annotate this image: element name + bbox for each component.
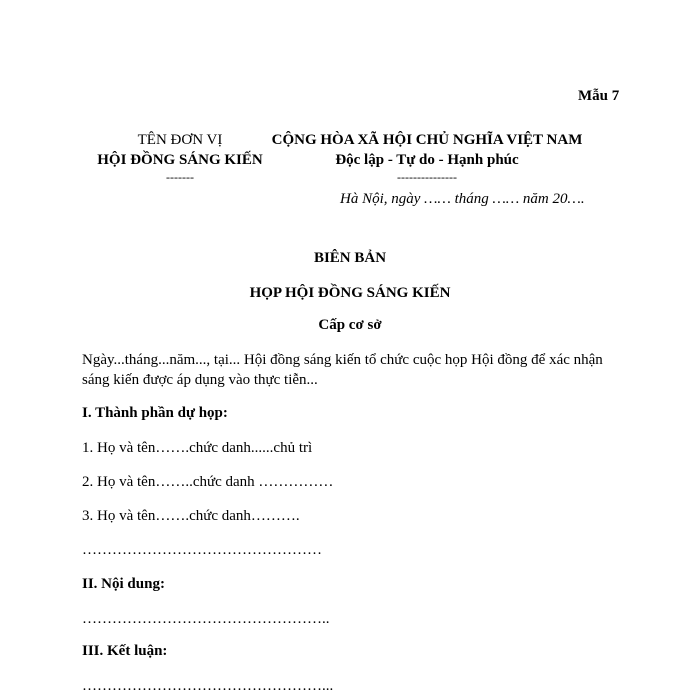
attendee-line: 2. Họ và tên……..chức danh …………… — [82, 474, 334, 490]
content-dotted-line: ………………………………………….. — [82, 611, 330, 627]
section-conclusion-heading: III. Kết luận: — [82, 643, 168, 659]
intro-paragraph: Ngày...tháng...năm..., tại... Hội đồng sáng kiến tổ chức cuộc họp Hội đồng để xác nhận sáng kiến được áp dụng vào thực tiễn... — [82, 352, 603, 388]
conclusion-dotted-line: …………………………………………... — [82, 678, 334, 694]
document-level: Cấp cơ sở — [318, 317, 382, 333]
attendees-dotted-line: ………………………………………… — [82, 542, 322, 558]
national-header-block — [262, 130, 592, 184]
unit-name: TÊN ĐƠN VỊ — [137, 132, 223, 148]
nation-title: CỘNG HÒA XÃ HỘI CHỦ NGHĨA VIỆT NAM — [271, 132, 583, 148]
place-date-line: Hà Nội, ngày …… tháng …… năm 20…. — [340, 191, 585, 207]
document-subtitle: HỌP HỘI ĐỒNG SÁNG KIẾN — [249, 285, 451, 301]
motto-divider: --------------- — [397, 170, 457, 184]
attendee-line: 3. Họ và tên…….chức danh………. — [82, 508, 300, 524]
unit-divider: ------- — [166, 170, 194, 184]
attendee-line: 1. Họ và tên…….chức danh......chủ trì — [82, 440, 313, 456]
national-motto: Độc lập - Tự do - Hạnh phúc — [335, 152, 519, 168]
document-title: BIÊN BẢN — [313, 250, 387, 266]
section-attendees-heading: I. Thành phần dự họp: — [82, 405, 228, 421]
council-name: HỘI ĐỒNG SÁNG KIẾN — [97, 152, 263, 168]
section-content-heading: II. Nội dung: — [82, 576, 165, 592]
issuing-unit-block — [80, 130, 280, 184]
form-number: Mẫu 7 — [578, 88, 620, 104]
